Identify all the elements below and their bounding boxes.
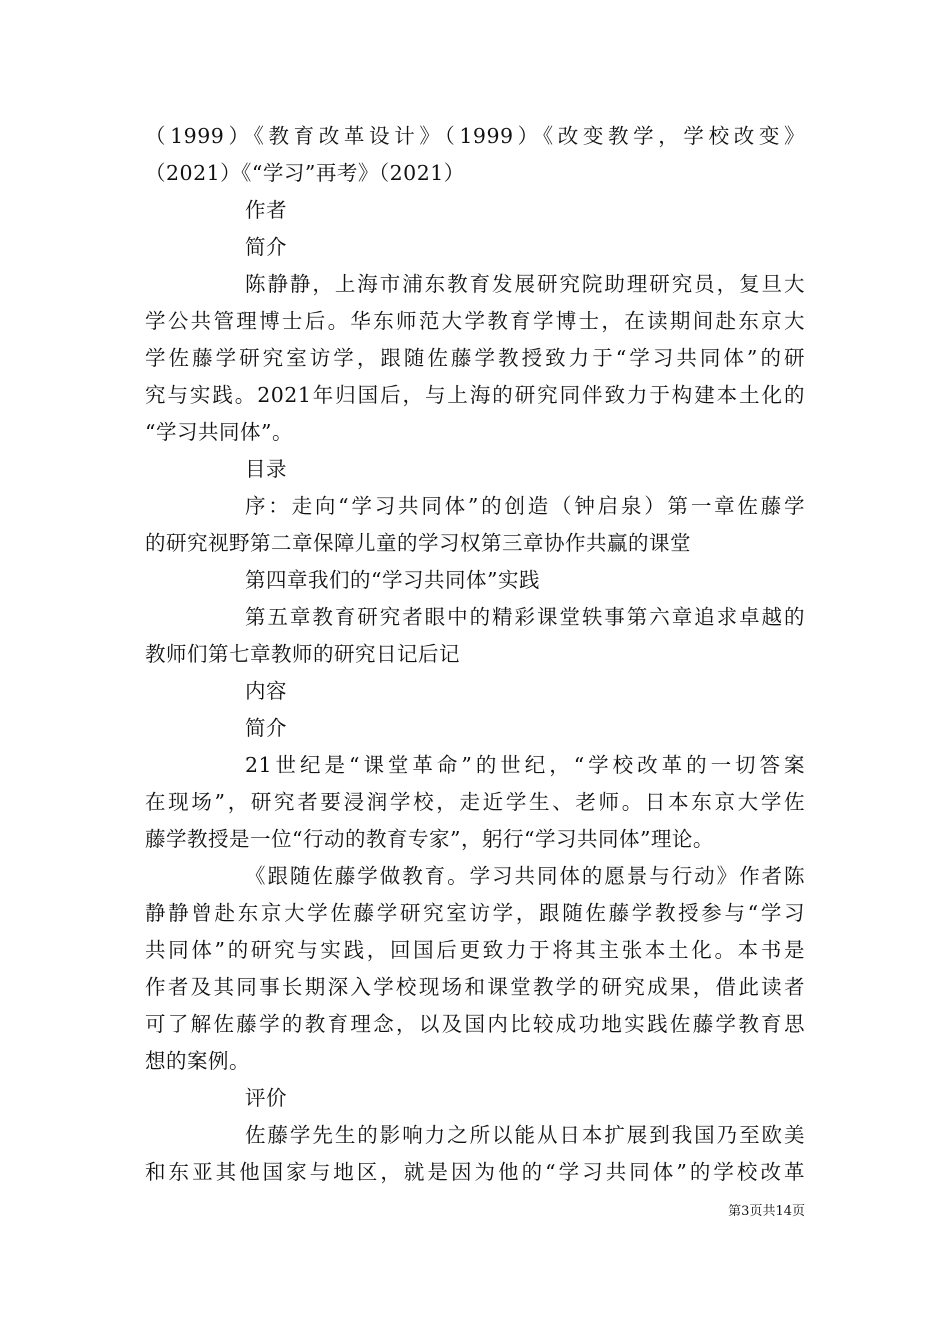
text-line: 序：走向“学习共同体”的创造（钟启泉）第一章佐藤学 — [245, 494, 805, 518]
text-line: 藤学教授是一位“行动的教育专家”，躬行“学习共同体”理论。 — [145, 827, 714, 851]
text-line: （1999）《教育改革设计》（1999）《改变教学，学校改变》 — [145, 124, 805, 148]
text-line: 静静曾赴东京大学佐藤学研究室访学，跟随佐藤学教授参与“学习 — [145, 901, 805, 925]
text-line: 内容 — [245, 679, 287, 703]
text-line: 21世纪是“课堂革命”的世纪，“学校改革的一切答案 — [245, 753, 805, 777]
text-line: 作者 — [245, 198, 287, 222]
text-line: 的研究视野第二章保障儿童的学习权第三章协作共赢的课堂 — [145, 531, 691, 555]
text-line: （2021）《“学习”再考》（2021） — [145, 161, 465, 185]
text-line: 教师们第七章教师的研究日记后记 — [145, 642, 460, 666]
text-line: 究与实践。2021年归国后，与上海的研究同伴致力于构建本土化的 — [145, 383, 805, 407]
text-line: 第五章教育研究者眼中的精彩课堂轶事第六章追求卓越的 — [245, 605, 805, 629]
text-line: 在现场”，研究者要浸润学校，走近学生、老师。日本东京大学佐 — [145, 790, 805, 814]
text-line: 目录 — [245, 457, 287, 481]
text-line: 佐藤学先生的影响力之所以能从日本扩展到我国乃至欧美 — [245, 1123, 805, 1147]
text-line: 评价 — [245, 1086, 287, 1110]
text-line: 想的案例。 — [145, 1049, 250, 1073]
text-line: 作者及其同事长期深入学校现场和课堂教学的研究成果，借此读者 — [145, 975, 805, 999]
text-line: “学习共同体”。 — [145, 420, 293, 444]
text-line: 简介 — [245, 716, 287, 740]
text-line: 第四章我们的“学习共同体”实践 — [245, 568, 540, 592]
page-number-footer: 第3页共14页 — [728, 1204, 805, 1219]
text-line: 可了解佐藤学的教育理念，以及国内比较成功地实践佐藤学教育思 — [145, 1012, 805, 1036]
text-line: 陈静静，上海市浦东教育发展研究院助理研究员，复旦大 — [245, 272, 805, 296]
text-line: 共同体”的研究与实践，回国后更致力于将其主张本土化。本书是 — [145, 938, 805, 962]
text-line: 《跟随佐藤学做教育。学习共同体的愿景与行动》作者陈 — [245, 864, 805, 888]
text-line: 和东亚其他国家与地区，就是因为他的“学习共同体”的学校改革 — [145, 1160, 805, 1184]
text-line: 简介 — [245, 235, 287, 259]
text-line: 学公共管理博士后。华东师范大学教育学博士，在读期间赴东京大 — [145, 309, 805, 333]
document-body — [145, 118, 805, 1191]
text-line: 学佐藤学研究室访学，跟随佐藤学教授致力于“学习共同体”的研 — [145, 346, 805, 370]
